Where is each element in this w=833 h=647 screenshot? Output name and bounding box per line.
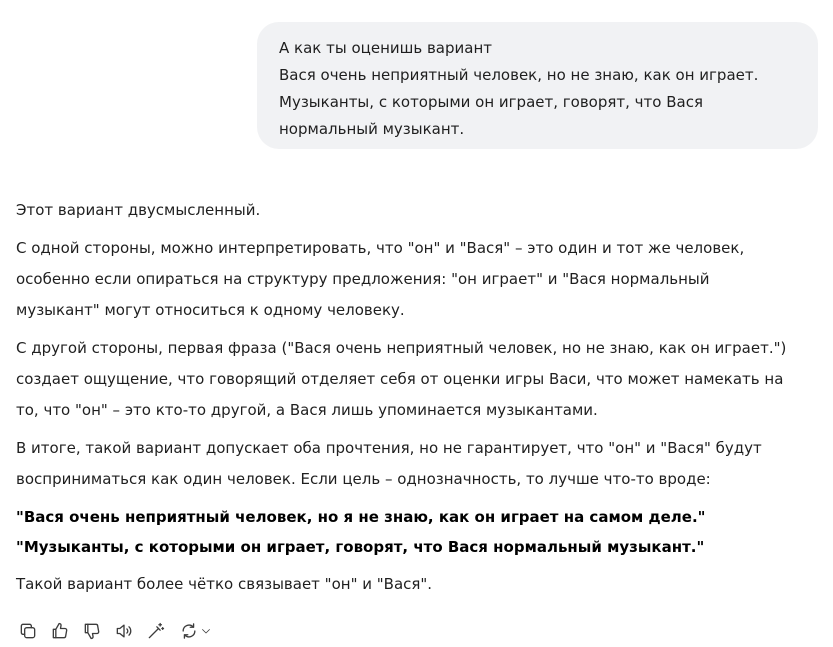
paragraph-line: В итоге, такой вариант допускает оба прочтения, но не гарантирует, что "он" и "Вася" будут bbox=[16, 439, 762, 457]
paragraph-line: создает ощущение, что говорящий отделяет себя от оценки игры Васи, что может намекать на bbox=[16, 370, 784, 388]
chevron-down-icon bbox=[200, 625, 212, 637]
thumbs-up-icon bbox=[50, 621, 70, 641]
paragraph-line: С одной стороны, можно интерпретировать, что "он" и "Вася" – это один и тот же человек, bbox=[16, 239, 745, 257]
paragraph-line: Этот вариант двусмысленный. bbox=[16, 201, 261, 219]
paragraph-line: Такой вариант более чётко связывает "он" и "Вася". bbox=[16, 575, 433, 593]
assistant-paragraph-5 bbox=[16, 569, 826, 600]
assistant-paragraph-1 bbox=[16, 195, 826, 226]
suggested-variant-line: "Вася очень неприятный человек, но я не знаю, как он играет на самом деле." bbox=[16, 508, 706, 526]
user-message-line: нормальный музыкант. bbox=[279, 120, 465, 138]
regenerate-button[interactable] bbox=[177, 620, 213, 642]
assistant-paragraph-2 bbox=[16, 233, 826, 326]
suggested-variant-line: "Музыканты, с которыми он играет, говорят, что Вася нормальный музыкант." bbox=[16, 538, 705, 556]
paragraph-line: С другой стороны, первая фраза ("Вася очень неприятный человек, но не знаю, как он играет.") bbox=[16, 339, 787, 357]
assistant-paragraph-3 bbox=[16, 333, 826, 426]
paragraph-line: восприниматься как один человек. Если цель – однозначность, то лучше что-то вроде: bbox=[16, 470, 711, 488]
edit-wand-icon bbox=[146, 621, 166, 641]
paragraph-line: музыкант" могут относиться к одному человеку. bbox=[16, 301, 405, 319]
assistant-message bbox=[16, 195, 826, 607]
copy-icon bbox=[18, 621, 38, 641]
user-message-line: Музыканты, с которыми он играет, говорят, что Вася bbox=[279, 93, 703, 111]
like-button[interactable] bbox=[49, 620, 71, 642]
user-message-line: Вася очень неприятный человек, но не знаю, как он играет. bbox=[279, 66, 759, 84]
dislike-button[interactable] bbox=[81, 620, 103, 642]
user-message-bubble bbox=[257, 22, 818, 149]
paragraph-line: то, что "он" – это кто-то другой, а Вася лишь упоминается музыкантами. bbox=[16, 401, 598, 419]
copy-button[interactable] bbox=[17, 620, 39, 642]
message-actions-toolbar bbox=[17, 619, 213, 643]
speaker-icon bbox=[114, 621, 134, 641]
regenerate-icon bbox=[179, 621, 199, 641]
thumbs-down-icon bbox=[82, 621, 102, 641]
edit-button[interactable] bbox=[145, 620, 167, 642]
read-aloud-button[interactable] bbox=[113, 620, 135, 642]
assistant-paragraph-4 bbox=[16, 433, 826, 495]
suggested-variant bbox=[16, 502, 826, 562]
user-message-line: А как ты оценишь вариант bbox=[279, 39, 493, 57]
paragraph-line: особенно если опираться на структуру предложения: "он играет" и "Вася нормальный bbox=[16, 270, 710, 288]
